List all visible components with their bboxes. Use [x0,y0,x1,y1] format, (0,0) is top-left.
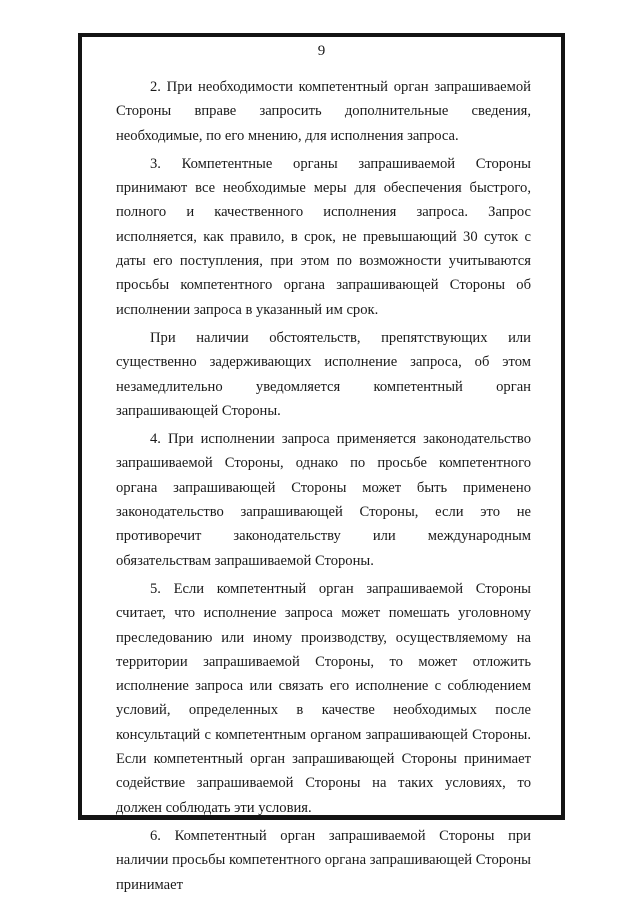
document-body [116,75,531,897]
paragraph-3: 3. Компетентные органы запрашиваемой Стороны принимают все необходимые меры для обеспечения быстрого, полного и качественного исполнения запроса. Запрос исполняется, как правило, в срок, не превышающий 30 суток с даты его поступления, при этом по возможности учитываются просьбы компетентного органа запрашивающей Стороны об исполнении запроса в указанный им срок. [116,155,531,318]
paragraph-4: 4. При исполнении запроса применяется законодательство запрашиваемой Стороны, однако по просьбе компетентного органа запрашивающей Стороны может быть применено законодательство запрашивающей Стороны, если это не противоречит законодательству или международным обязательствам запрашиваемой Стороны. [116,431,531,569]
paragraph-6: 6. Компетентный орган запрашиваемой Стороны при наличии просьбы компетентного органа запрашивающей Стороны принимает [116,827,531,893]
page-number: 9 [317,43,326,59]
paragraph-5: 5. Если компетентный орган запрашиваемой Стороны считает, что исполнение запроса может помешать уголовному преследованию или иному производству, осуществляемому на территории запрашиваемой Стороны, то может отложить исполнение запроса или связать его исполнение с соблюдением условий, определенных в качестве необходимых после консультаций с компетентным органом запрашивающей Стороны. Если компетентный орган запрашивающей Стороны принимает содействие запрашиваемой Стороны на таких условиях, то должен соблюдать эти условия. [116,580,531,816]
paragraph-3-notice: При наличии обстоятельств, препятствующих или существенно задерживающих исполнение запроса, об этом незамедлительно уведомляется компетентный орган запрашивающей Стороны. [116,329,531,419]
paragraph-2: 2. При необходимости компетентный орган запрашиваемой Стороны вправе запросить дополнительные сведения, необходимые, по его мнению, для исполнения запроса. [116,79,531,144]
page-border [78,33,565,893]
